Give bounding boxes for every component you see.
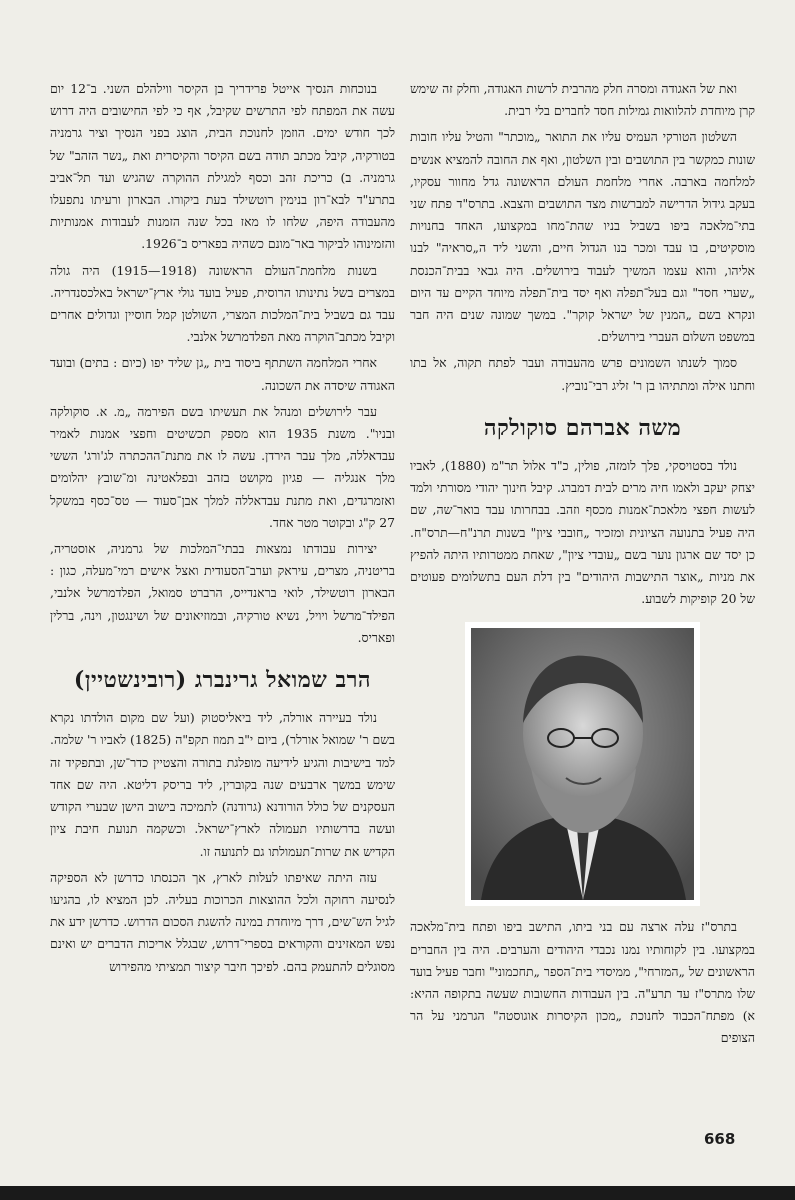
- paragraph: יצירות עבודתו נמצאות בבתי־המלכות של גרמניה, אוסטריה, בריטניה, מצרים, עיראק וערב־הסעודית ואצל אישים רמי־מעלה, כגון : הבארון רוטשילד, לואי בראנדייס, הרברט סמואל, הפלדמרשל אלנבי, הפילד־מרשל ויויל, נשיא טורקיה, ובמוזיאונים של ושינגטון, וינה, ברלין ופאריס.: [50, 541, 395, 645]
- paragraph: אחרי המלחמה השתתף ביסוד בית „גן שליד יפו (כיום : בתים) ובועד האגודה שיסדה את השכונה.: [50, 355, 395, 393]
- paragraph: בשנות מלחמת־העולם הראשונה (1918—1915) היה גולה במצרים בשל נתינותו הרוסית, פעיל בועד גולי ארץ־ישראל באלכסנדריה. עבד גם בשביל בית־המלכות המצרי, השולטן קמל חוסיין וגדולים אחרים וקיבל מכתב־הוקרה מאת הפלדמרשל אלנבי.: [50, 262, 395, 345]
- paragraph: ואת של האגודה ומסרה חלק מהרבית לרשות האגודה, וחלק זה שימש קרן מיוחדת להלוואות גמילות חסד לחברים בלי רבית.: [410, 81, 755, 119]
- paragraph: סמוך לשנתו השמונים פרש מהעבודה ועבר לפתח תקוה, אל בתו וחתנו אילה ומתתיהו בן ר' זליג רבי־נוביץ.: [410, 355, 755, 393]
- paragraph: נולד בעיירה אורלה, ליד ביאליסטוק (ועל שם מקום הולדתו נקרא בשם ר' שמואל אורלר), ביום י"ב תמוז תקפ"ה (1825) לאביו ר' שלמה. למד בישיבות והגיע לידיעה מופלגת בתורה והצטיין כדר־שן, ובתפקיד זה שימש במשך ארבעים שנה בקוברין, ליד בריסק דליטא. היה שם אחד העסקנים של כולל הורודנא (גרודנה) לתמיכה בישוב הישן שבערי הקודש ועשה בדרשותיו תעמולה לארץ־ישראל. וכשקמה תנועת חיבת ציון הקדיש את שרות־תעמולתו גם לתנועה זו.: [50, 710, 395, 859]
- paragraph: בנוכחות הנסיך אייטל פרידריך בן הקיסר ווילהלם השני. ב־12 יום עשה את המפתח לפי התרשים שקיבל, אף כי לפי החישובים היה דרוש לכך חודש ימים. הוזמן לחנוכת הבית, הוצג בפני הנסיך וציר גרמניה בטורקיה, קיבל מכתב תודה בשם הקיסר והקיסרית ואת „נשר הזהב" של גרמניה. ב) כריכת זהב וכסף למגילת ההוקרה שהגיש ועד תל־אביב בתרע"ד לבא־רון בנימין רוטשילד בעת ביקורו. הבארון ורעיתו נתפעלו מהעבודה היפה, שלחו לו מאז בכל שנה הזמנות לעבודות אמנותיות והזמינוהו לביקור באר־מונם כשהיה בפאריס ב־1926.: [50, 81, 395, 252]
- left-column: [50, 78, 395, 982]
- paragraph: עזה היתה שאיפתו לעלות לארץ, אך הכנסתו כדרשן לא הספיקה לנסיעה רחוקה ולכל ההוצאות הכרוכות בעליה. לכן המציא לו, בהגיעו לגיל הש־שים, דרך מיוחדת במינה להשגת הסכום הדרוש. כדרשן ידע את נפש המאזינים והקוראים בספרי־דרוש, שבגלל אריכות הדברים יש ואינם מסוגלים להתעמק בהם. לפיכך חיבר קיצור תמציתי מהפירוש: [50, 869, 395, 974]
- right-column: [410, 78, 755, 1054]
- portrait-photo: [471, 628, 694, 900]
- portrait-photo-frame: [465, 622, 700, 906]
- article-heading-sokolka: משה אברהם סוקולקה: [483, 414, 682, 441]
- paragraph: בתרס"ז עלה ארצה עם בני ביתו, התישב ביפו ופתח בית־מלאכה במקצועו. בין לקוחותיו נמנו נכבדי היהודים והערבים. היה בין החברים הראשונים של „המזרחי", ממיסדי בית־הספר „תחכמוני" וחבר פעיל בועד שלו מתרס"ז עד תרע"ה. בין העבודות החשובות שעשה בתקופה ההיא: א) מפתח־הכבוד לחנוכת „מכון הקיסרות אוגוסטה" הגרמני על הר הצופים: [410, 919, 755, 1046]
- paragraph: נולד בסטויסקי, פלך לומזה, פולין, כ"ד אלול תר"מ (1880), לאביו יצחק יעקב ולאמו חיה מרים לבית דמברג. קיבל חינוך יהודי מסורתי ולמד לעשות חפצי מלאכת־אמנות מכסף וזהב. בבחרותו עבד בואר־שה, שם היה פעיל בתנועה הציונית ומזכיר „חובבי ציון" בשנות תרנ"ח—תרס"ח. כן יסד שם ארגון נוער בשם „עובדי ציון", שאחת ממטרותיו היתה להפיץ את מניות „אוצר התישבות היהודים" בין דלת העם בתשלומים פעוטים של 20 קופיקות לשבוע.: [410, 458, 755, 607]
- scan-edge-bar: [0, 1186, 795, 1200]
- article-heading-greenberg: הרב שמואל גרינברג (רובינשטיין): [73, 667, 372, 694]
- paragraph: עבר לירושלים ומנהל את תעשיתו בשם הפירמה „מ. א. סוקולקה ובניו". משנת 1935 הוא מספק תכשיטים וחפצי אמנות לאמיר עבדאללה, מלך עבר הירדן. עשה לו את מתנת־ההכתרה לג'ורג' הששי מלך אנגליה — פגיון מקושט בזהב ובפלאטינה ומ־שובץ יהלומים ואזמרגדים, ואת מתנת עבדאללה למלך אבן־סעוד — טס־כסף במשקל 27 ק"ג ובקוטר מטר אחד.: [50, 403, 395, 530]
- page-number: 668: [704, 1130, 736, 1148]
- portrait-image: [471, 628, 694, 900]
- paragraph: השלטון הטורקי העמיס עליו את התואר „מוכתר" והטיל עליו חובות שונות כמקשר בין התושבים ובין השלטון, ואף את החובה להמציא אנשים למלחמה בארבה. אחרי מלחמת העולם הראשונה גדל מחוור עסקיו, בעקב גידול הדרישה למברשות מצד התושבים והצבא. בתרס"ד פתח שני בתי־מלאכה ביפו בשביל בניו שהת־מחו במקצועו, האחד בחנויות מוסקיטים, בו עבד ומכר בנו הגדול חיים, והשני ליד ה„סראיה" לבנו אליהו, והוא עצמו המשיך לעבוד בירושלים. היה גבאי בבית־הכנסת „שערי חסד" וגם בעל־תפלה ואף יסד בית־תפלה מיוחד הקיים עד היום ונקרא בשם „המנין של ישראל קוקר". במשך שמונה שנים היה חבר במשפט השלום העברי בירושלים.: [410, 129, 755, 345]
